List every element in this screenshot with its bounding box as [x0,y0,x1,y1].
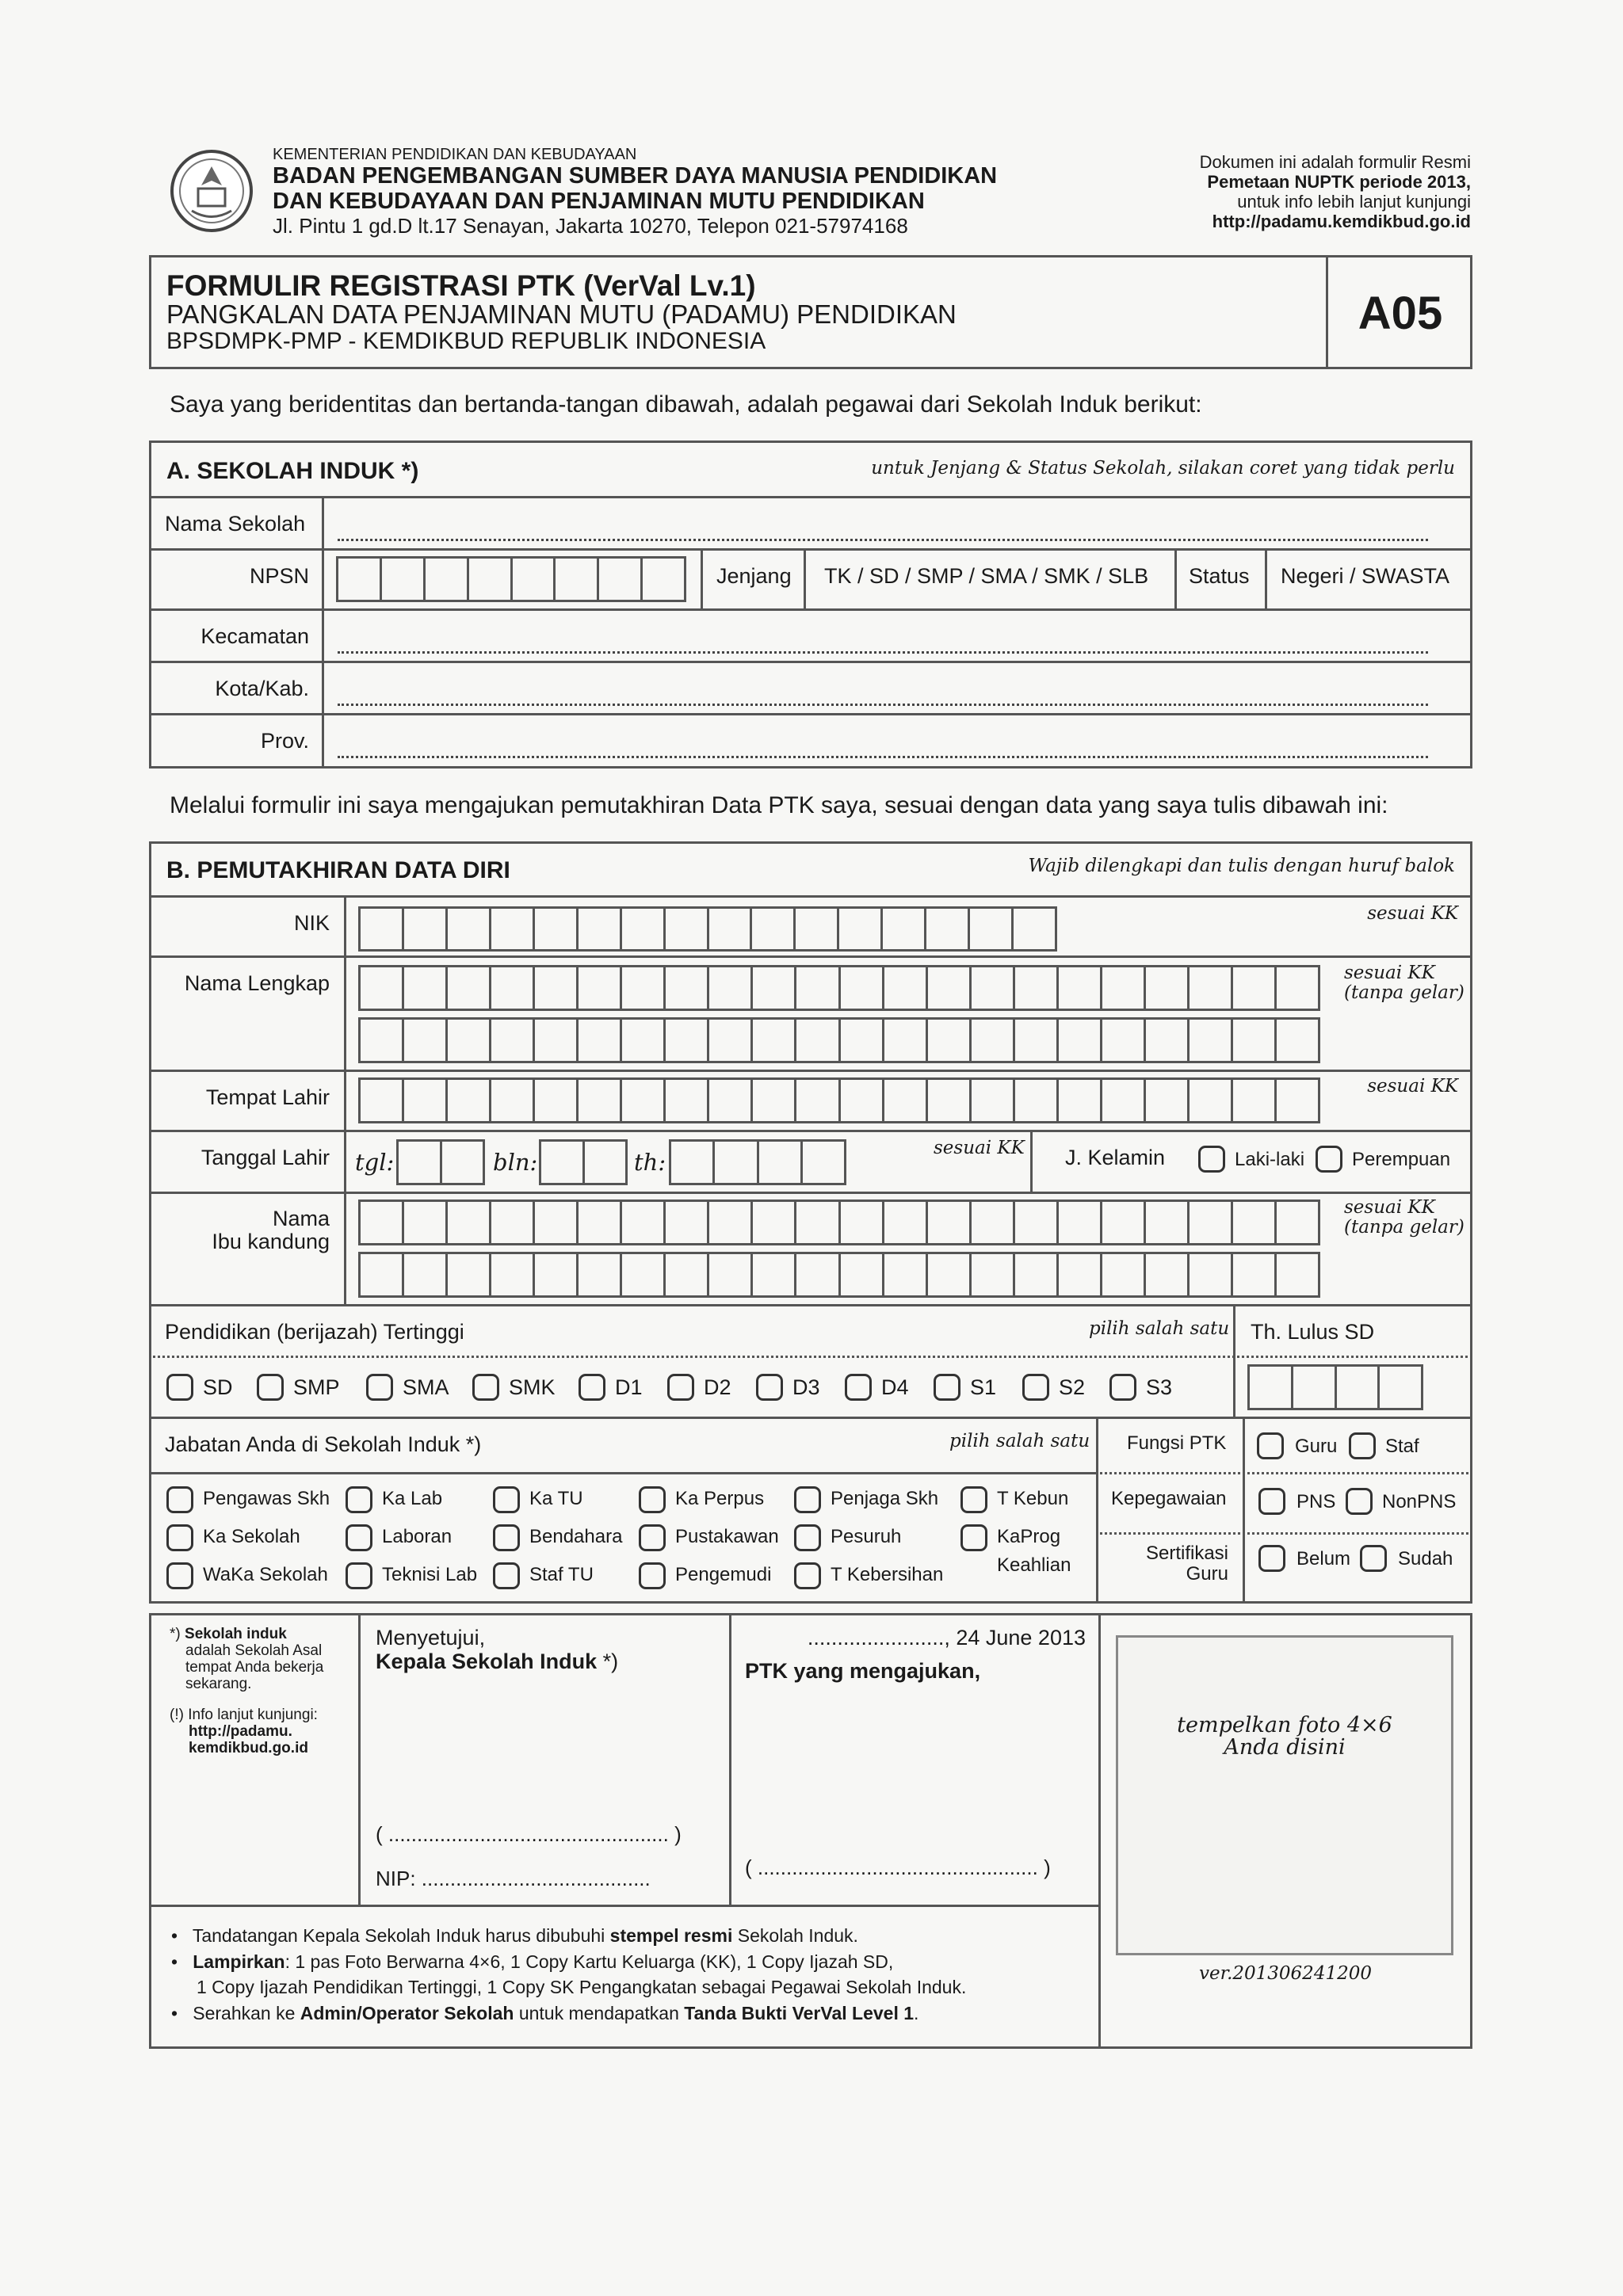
footnote-line1: adalah Sekolah Asal [185,1642,323,1659]
ka-tu-label: Ka TU [529,1488,583,1509]
nama-lengkap-note [1344,963,1465,1003]
fungsi-ptk-label: Fungsi PTK [1127,1432,1227,1454]
jabatan-note: pilih salah satu [949,1431,1090,1451]
tanggal-lahir-label: Tanggal Lahir [200,1146,330,1169]
sertifikasi-label [1105,1543,1228,1585]
edu-d4-label: D4 [881,1375,909,1399]
ka-sekolah-checkbox[interactable] [166,1524,193,1551]
edu-smp-checkbox[interactable] [257,1374,284,1401]
edu-smk-checkbox[interactable] [472,1374,499,1401]
section-a [149,441,1472,769]
pengawas-skh-label: Pengawas Skh [203,1488,330,1509]
nama-ibu-field-2[interactable] [358,1252,1320,1298]
edu-sd-label: SD [203,1375,233,1399]
kaprog-checkbox[interactable] [960,1524,987,1551]
pesuruh-checkbox[interactable] [794,1524,821,1551]
form-org: BPSDMPK-PMP - KEMDIKBUD REPUBLIK INDONESIA [166,328,766,354]
pns-checkbox[interactable] [1258,1488,1285,1515]
kota-label: Kota/Kab. [215,677,309,700]
nama-ibu-note [1344,1198,1465,1238]
form-title: FORMULIR REGISTRASI PTK (VerVal Lv.1) [166,269,756,302]
nik-label: NIK [293,911,330,935]
t-kebersihan-checkbox[interactable] [794,1562,821,1589]
pesuruh-label: Pesuruh [831,1526,902,1547]
menyetujui-label: Menyetujui, [376,1626,486,1650]
t-kebun-label: T Kebun [997,1488,1069,1509]
ptk-label: PTK yang mengajukan, [745,1659,981,1683]
t-kebersihan-label: T Kebersihan [831,1564,944,1585]
guru-checkbox[interactable] [1257,1432,1284,1459]
intro-a: Saya yang beridentitas dan bertanda-tangan dibawah, adalah pegawai dari Sekolah Induk berikut: [170,391,1202,418]
edu-d3-label: D3 [792,1375,820,1399]
pustakawan-checkbox[interactable] [639,1524,666,1551]
section-b-title: B. PEMUTAKHIRAN DATA DIRI [166,857,510,883]
laboran-label: Laboran [382,1526,453,1547]
tempat-lahir-field[interactable] [358,1077,1320,1123]
photo-instruction [1116,1714,1453,1759]
pengawas-skh-checkbox[interactable] [166,1486,193,1513]
t-kebun-checkbox[interactable] [960,1486,987,1513]
nama-lengkap-note-2: (tanpa gelar) [1344,982,1465,1003]
status-options[interactable]: Negeri / SWASTA [1281,564,1450,588]
form-subtitle: PANGKALAN DATA PENJAMINAN MUTU (PADAMU) PENDIDIKAN [166,299,957,329]
nama-ibu-note-2: (tanpa gelar) [1344,1217,1465,1238]
laki-laki-checkbox[interactable] [1198,1146,1225,1173]
nama-ibu-label [212,1207,330,1253]
footnote-mark: *) [170,1626,181,1642]
prov-label: Prov. [260,729,309,753]
footnote-line3: sekarang. [185,1676,252,1692]
perempuan-label: Perempuan [1352,1149,1451,1170]
ka-perpus-label: Ka Perpus [675,1488,765,1509]
info-url-2[interactable]: kemdikbud.go.id [189,1740,308,1756]
edu-s2-checkbox[interactable] [1022,1374,1049,1401]
section-b-note: Wajib dilengkapi dan tulis dengan huruf balok [1028,856,1455,876]
waka-sekolah-label: WaKa Sekolah [203,1564,328,1585]
sertifikasi-label-2: Guru [1186,1563,1228,1585]
bln-field[interactable] [539,1139,628,1185]
nik-note: sesuai KK [1367,903,1458,924]
pustakawan-label: Pustakawan [675,1526,779,1547]
prov-field[interactable] [338,756,1428,758]
nama-lengkap-field-2[interactable] [358,1017,1320,1063]
laboran-checkbox[interactable] [346,1524,372,1551]
photo-instruction-1: tempelkan foto 4×6 [1177,1713,1392,1737]
teknisi-lab-label: Teknisi Lab [382,1564,478,1585]
nip-field[interactable]: NIP: ........................................ [376,1867,651,1890]
nama-lengkap-note-1: sesuai KK [1344,963,1435,983]
edu-d1-label: D1 [615,1375,643,1399]
info-mark: (!) [170,1707,184,1723]
version-label: ver.201306241200 [1199,1963,1372,1984]
kaprog-label: KaProg [997,1526,1061,1547]
agency-name-line2: DAN KEBUDAYAAN DAN PENJAMINAN MUTU PENDIDIKAN [273,189,925,214]
penjaga-skh-checkbox[interactable] [794,1486,821,1513]
belum-label: Belum [1296,1548,1351,1569]
staf-tu-label: Staf TU [529,1564,594,1585]
pns-label: PNS [1296,1491,1336,1512]
nama-lengkap-label: Nama Lengkap [184,971,330,995]
waka-sekolah-checkbox[interactable] [166,1562,193,1589]
bendahara-label: Bendahara [529,1526,623,1547]
penjaga-skh-label: Penjaga Skh [831,1488,939,1509]
perempuan-checkbox[interactable] [1316,1146,1342,1173]
edu-sma-checkbox[interactable] [366,1374,393,1401]
edu-d1-checkbox[interactable] [579,1374,605,1401]
date-line[interactable]: ......................., 24 June 2013 [807,1626,1086,1650]
pengemudi-checkbox[interactable] [639,1562,666,1589]
edu-sd-checkbox[interactable] [166,1374,193,1401]
jenjang-options[interactable]: TK / SD / SMP / SMA / SMK / SLB [824,564,1149,588]
nama-sekolah-field[interactable] [338,539,1428,541]
staf-tu-checkbox[interactable] [493,1562,520,1589]
sudah-checkbox[interactable] [1360,1545,1387,1572]
bendahara-checkbox[interactable] [493,1524,520,1551]
instructions-list [171,1922,966,2027]
ptk-signature-line[interactable]: ( ................................................. ) [745,1855,1051,1879]
belum-checkbox[interactable] [1258,1545,1285,1572]
staf-checkbox[interactable] [1349,1432,1376,1459]
intro-b: Melalui formulir ini saya mengajukan pemutakhiran Data PTK saya, sesuai dengan data yang saya tulis dibawah ini: [170,792,1388,818]
edu-s3-label: S3 [1146,1375,1173,1399]
kepegawaian-label: Kepegawaian [1111,1488,1227,1509]
agency-address: Jl. Pintu 1 gd.D lt.17 Senayan, Jakarta 10270, Telepon 021-57974168 [273,214,908,238]
th-lulus-field[interactable] [1247,1364,1423,1410]
ministry-name: KEMENTERIAN PENDIDIKAN DAN KEBUDAYAAN [273,146,637,163]
document-note [1200,152,1471,231]
tgl-label: tgl: [355,1149,395,1176]
th-label: th: [634,1149,666,1176]
tempat-lahir-label: Tempat Lahir [205,1085,330,1109]
pendidikan-label: Pendidikan (berijazah) Tertinggi [165,1320,464,1344]
th-field[interactable] [669,1139,846,1185]
edu-sma-label: SMA [403,1375,449,1399]
photo-instruction-2: Anda disini [1224,1735,1346,1760]
footnote-title: Sekolah induk [185,1626,287,1642]
nama-ibu-note-1: sesuai KK [1344,1197,1435,1218]
kepala-signature-line[interactable]: ( ................................................. ) [376,1822,682,1846]
nama-ibu-label-2: Ibu kandung [212,1230,330,1253]
th-lulus-label: Th. Lulus SD [1251,1320,1375,1344]
nama-ibu-field-1[interactable] [358,1199,1320,1245]
nama-ibu-label-1: Nama [272,1207,330,1230]
edu-smp-label: SMP [293,1375,340,1399]
document-note-line3: untuk info lebih lanjut kunjungi [1237,192,1471,212]
edu-d2-checkbox[interactable] [667,1374,694,1401]
kepala-mark: *) [602,1650,619,1673]
npsn-field[interactable] [336,556,686,602]
info-text: Info lanjut kunjungi: [188,1707,318,1723]
npsn-label: NPSN [249,564,309,588]
instruction-1: • Tandatangan Kepala Sekolah Induk harus dibubuhi stempel resmi Sekolah Induk. [171,1925,858,1946]
instruction-2-cont: 1 Copy Ijazah Pendidikan Tertinggi, 1 Copy SK Pengangkatan sebagai Pegawai Sekolah Induk. [197,1977,967,1997]
nonpns-label: NonPNS [1382,1491,1457,1512]
sertifikasi-label-1: Sertifikasi [1145,1543,1228,1564]
nama-lengkap-field-1[interactable] [358,965,1320,1011]
kecamatan-label: Kecamatan [200,624,309,648]
document-note-line1: Dokumen ini adalah formulir Resmi [1199,152,1471,172]
photo-area[interactable] [1116,1635,1453,1955]
edu-s1-label: S1 [970,1375,997,1399]
tempat-lahir-note: sesuai KK [1367,1076,1458,1097]
status-label: Status [1189,564,1250,588]
ka-lab-checkbox[interactable] [346,1486,372,1513]
pengemudi-label: Pengemudi [675,1564,772,1585]
section-a-title: A. SEKOLAH INDUK *) [166,458,419,484]
jenjang-label: Jenjang [716,564,792,588]
sudah-label: Sudah [1398,1548,1453,1569]
nonpns-checkbox[interactable] [1346,1488,1373,1515]
tanggal-lahir-note: sesuai KK [934,1138,1025,1158]
footnote [170,1626,323,1756]
ka-sekolah-label: Ka Sekolah [203,1526,300,1547]
instruction-2: • Lampirkan: 1 pas Foto Berwarna 4×6, 1 Copy Kartu Keluarga (KK), 1 Copy Ijazah SD, [171,1951,894,1972]
edu-s3-checkbox[interactable] [1109,1374,1136,1401]
ka-lab-label: Ka Lab [382,1488,443,1509]
kecamatan-field[interactable] [338,651,1428,654]
ministry-logo [168,147,255,235]
form-code: A05 [1358,288,1443,339]
pendidikan-note: pilih salah satu [1089,1318,1230,1339]
tgl-field[interactable] [396,1139,485,1185]
teknisi-lab-checkbox[interactable] [346,1562,372,1589]
instruction-3: • Serahkan ke Admin/Operator Sekolah untuk mendapatkan Tanda Bukti VerVal Level 1. [171,2003,919,2023]
document-note-line2: Pemetaan NUPTK periode 2013, [1207,172,1471,192]
edu-d4-checkbox[interactable] [845,1374,872,1401]
laki-laki-label: Laki-laki [1235,1149,1305,1170]
jabatan-label: Jabatan Anda di Sekolah Induk *) [165,1432,482,1456]
edu-s1-checkbox[interactable] [934,1374,960,1401]
kepala-label [376,1650,618,1674]
footnote-line2: tempat Anda bekerja [185,1659,324,1676]
agency-name-line1: BADAN PENGEMBANGAN SUMBER DAYA MANUSIA PENDIDIKAN [273,163,998,189]
staf-label: Staf [1385,1436,1419,1457]
edu-s2-label: S2 [1059,1375,1086,1399]
kepala-title: Kepala Sekolah Induk [376,1650,598,1673]
nama-sekolah-label: Nama Sekolah [165,512,306,536]
edu-d3-checkbox[interactable] [756,1374,783,1401]
kota-field[interactable] [338,704,1428,706]
document-url[interactable]: http://padamu.kemdikbud.go.id [1212,212,1471,231]
ka-tu-checkbox[interactable] [493,1486,520,1513]
info-url-1[interactable]: http://padamu. [189,1723,292,1740]
edu-d2-label: D2 [704,1375,731,1399]
guru-label: Guru [1295,1436,1338,1457]
edu-smk-label: SMK [509,1375,556,1399]
keahlian-label: Keahlian [997,1554,1071,1576]
jenis-kelamin-label: J. Kelamin [1065,1146,1166,1169]
ka-perpus-checkbox[interactable] [639,1486,666,1513]
nik-field[interactable] [358,906,1057,952]
section-a-note: untuk Jenjang & Status Sekolah, silakan coret yang tidak perlu [871,458,1455,479]
bln-label: bln: [493,1149,538,1176]
